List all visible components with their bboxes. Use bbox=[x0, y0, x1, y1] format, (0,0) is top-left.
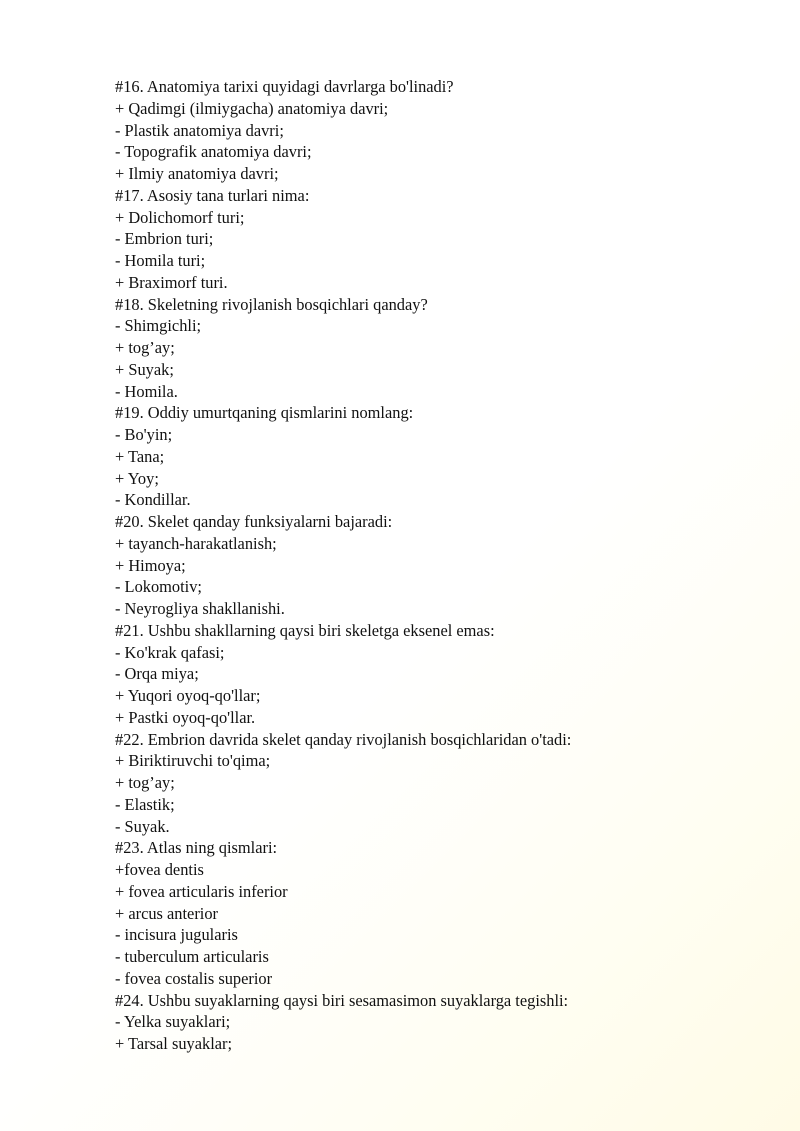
question-heading: #23. Atlas ning qismlari: bbox=[115, 838, 278, 858]
correct-answer-line: + Tarsal suyaklar; bbox=[115, 1034, 233, 1053]
wrong-answer-line: - fovea costalis superior bbox=[115, 968, 273, 988]
question-heading: #21. Ushbu shakllarning qaysi biri skeletga eksenel emas: bbox=[115, 620, 495, 640]
correct-answer-line: + Tana; bbox=[115, 446, 165, 466]
correct-answer-line: + Qadimgi (ilmiygacha) anatomiya davri; bbox=[115, 98, 389, 118]
wrong-answer-line: - Homila. bbox=[115, 381, 178, 401]
wrong-answer-line: - Elastik; bbox=[115, 794, 175, 814]
correct-answer-line: + Biriktiruvchi to'qima; bbox=[115, 751, 271, 771]
wrong-answer-line: - Ko'krak qafasi; bbox=[115, 642, 225, 662]
correct-answer-line: +fovea dentis bbox=[115, 860, 204, 879]
wrong-answer-line: - Suyak. bbox=[115, 816, 170, 836]
question-heading: #16. Anatomiya tarixi quyidagi davrlarga bo'linadi? bbox=[115, 77, 454, 96]
wrong-answer-line: - Kondillar. bbox=[115, 490, 191, 510]
wrong-answer-line: - Bo'yin; bbox=[115, 425, 173, 444]
question-heading: #20. Skelet qanday funksiyalarni bajaradi: bbox=[115, 512, 393, 531]
wrong-answer-line: - Neyrogliya shakllanishi. bbox=[115, 599, 285, 618]
correct-answer-line: + fovea articularis inferior bbox=[115, 881, 288, 901]
correct-answer-line: + Braximorf turi. bbox=[115, 272, 228, 292]
wrong-answer-line: - Shimgichli; bbox=[115, 316, 202, 336]
wrong-answer-line: - Yelka suyaklari; bbox=[115, 1012, 231, 1032]
question-heading: #19. Oddiy umurtqaning qismlarini nomlang: bbox=[115, 403, 414, 423]
correct-answer-line: + Yuqori oyoq-qo'llar; bbox=[115, 686, 261, 705]
question-heading: #17. Asosiy tana turlari nima: bbox=[115, 185, 310, 205]
correct-answer-line: + Himoya; bbox=[115, 555, 186, 575]
question-heading: #24. Ushbu suyaklarning qaysi biri sesamasimon suyaklarga tegishli: bbox=[115, 990, 569, 1010]
wrong-answer-line: - Homila turi; bbox=[115, 251, 206, 270]
correct-answer-line: + tog’ay; bbox=[115, 338, 175, 357]
question-heading: #18. Skeletning rivojlanish bosqichlari qanday? bbox=[115, 294, 428, 314]
correct-answer-line: + Dolichomorf turi; bbox=[115, 207, 245, 227]
correct-answer-line: + tayanch-harakatlanish; bbox=[115, 533, 277, 553]
correct-answer-line: + Suyak; bbox=[115, 359, 174, 379]
wrong-answer-line: - Lokomotiv; bbox=[115, 577, 202, 597]
question-heading: #22. Embrion davrida skelet qanday rivojlanish bosqichlaridan o'tadi: bbox=[115, 729, 572, 749]
wrong-answer-line: - Embrion turi; bbox=[115, 229, 214, 249]
wrong-answer-line: - Plastik anatomiya davri; bbox=[115, 120, 284, 140]
correct-answer-line: + tog’ay; bbox=[115, 773, 175, 792]
correct-answer-line: + arcus anterior bbox=[115, 903, 218, 923]
wrong-answer-line: - tuberculum articularis bbox=[115, 947, 269, 966]
wrong-answer-line: - Topografik anatomiya davri; bbox=[115, 142, 312, 162]
wrong-answer-line: - incisura jugularis bbox=[115, 925, 238, 945]
correct-answer-line: + Pastki oyoq-qo'llar. bbox=[115, 707, 256, 727]
correct-answer-line: + Yoy; bbox=[115, 468, 159, 488]
document-text bbox=[115, 76, 775, 1055]
wrong-answer-line: - Orqa miya; bbox=[115, 664, 199, 684]
correct-answer-line: + Ilmiy anatomiya davri; bbox=[115, 164, 279, 183]
